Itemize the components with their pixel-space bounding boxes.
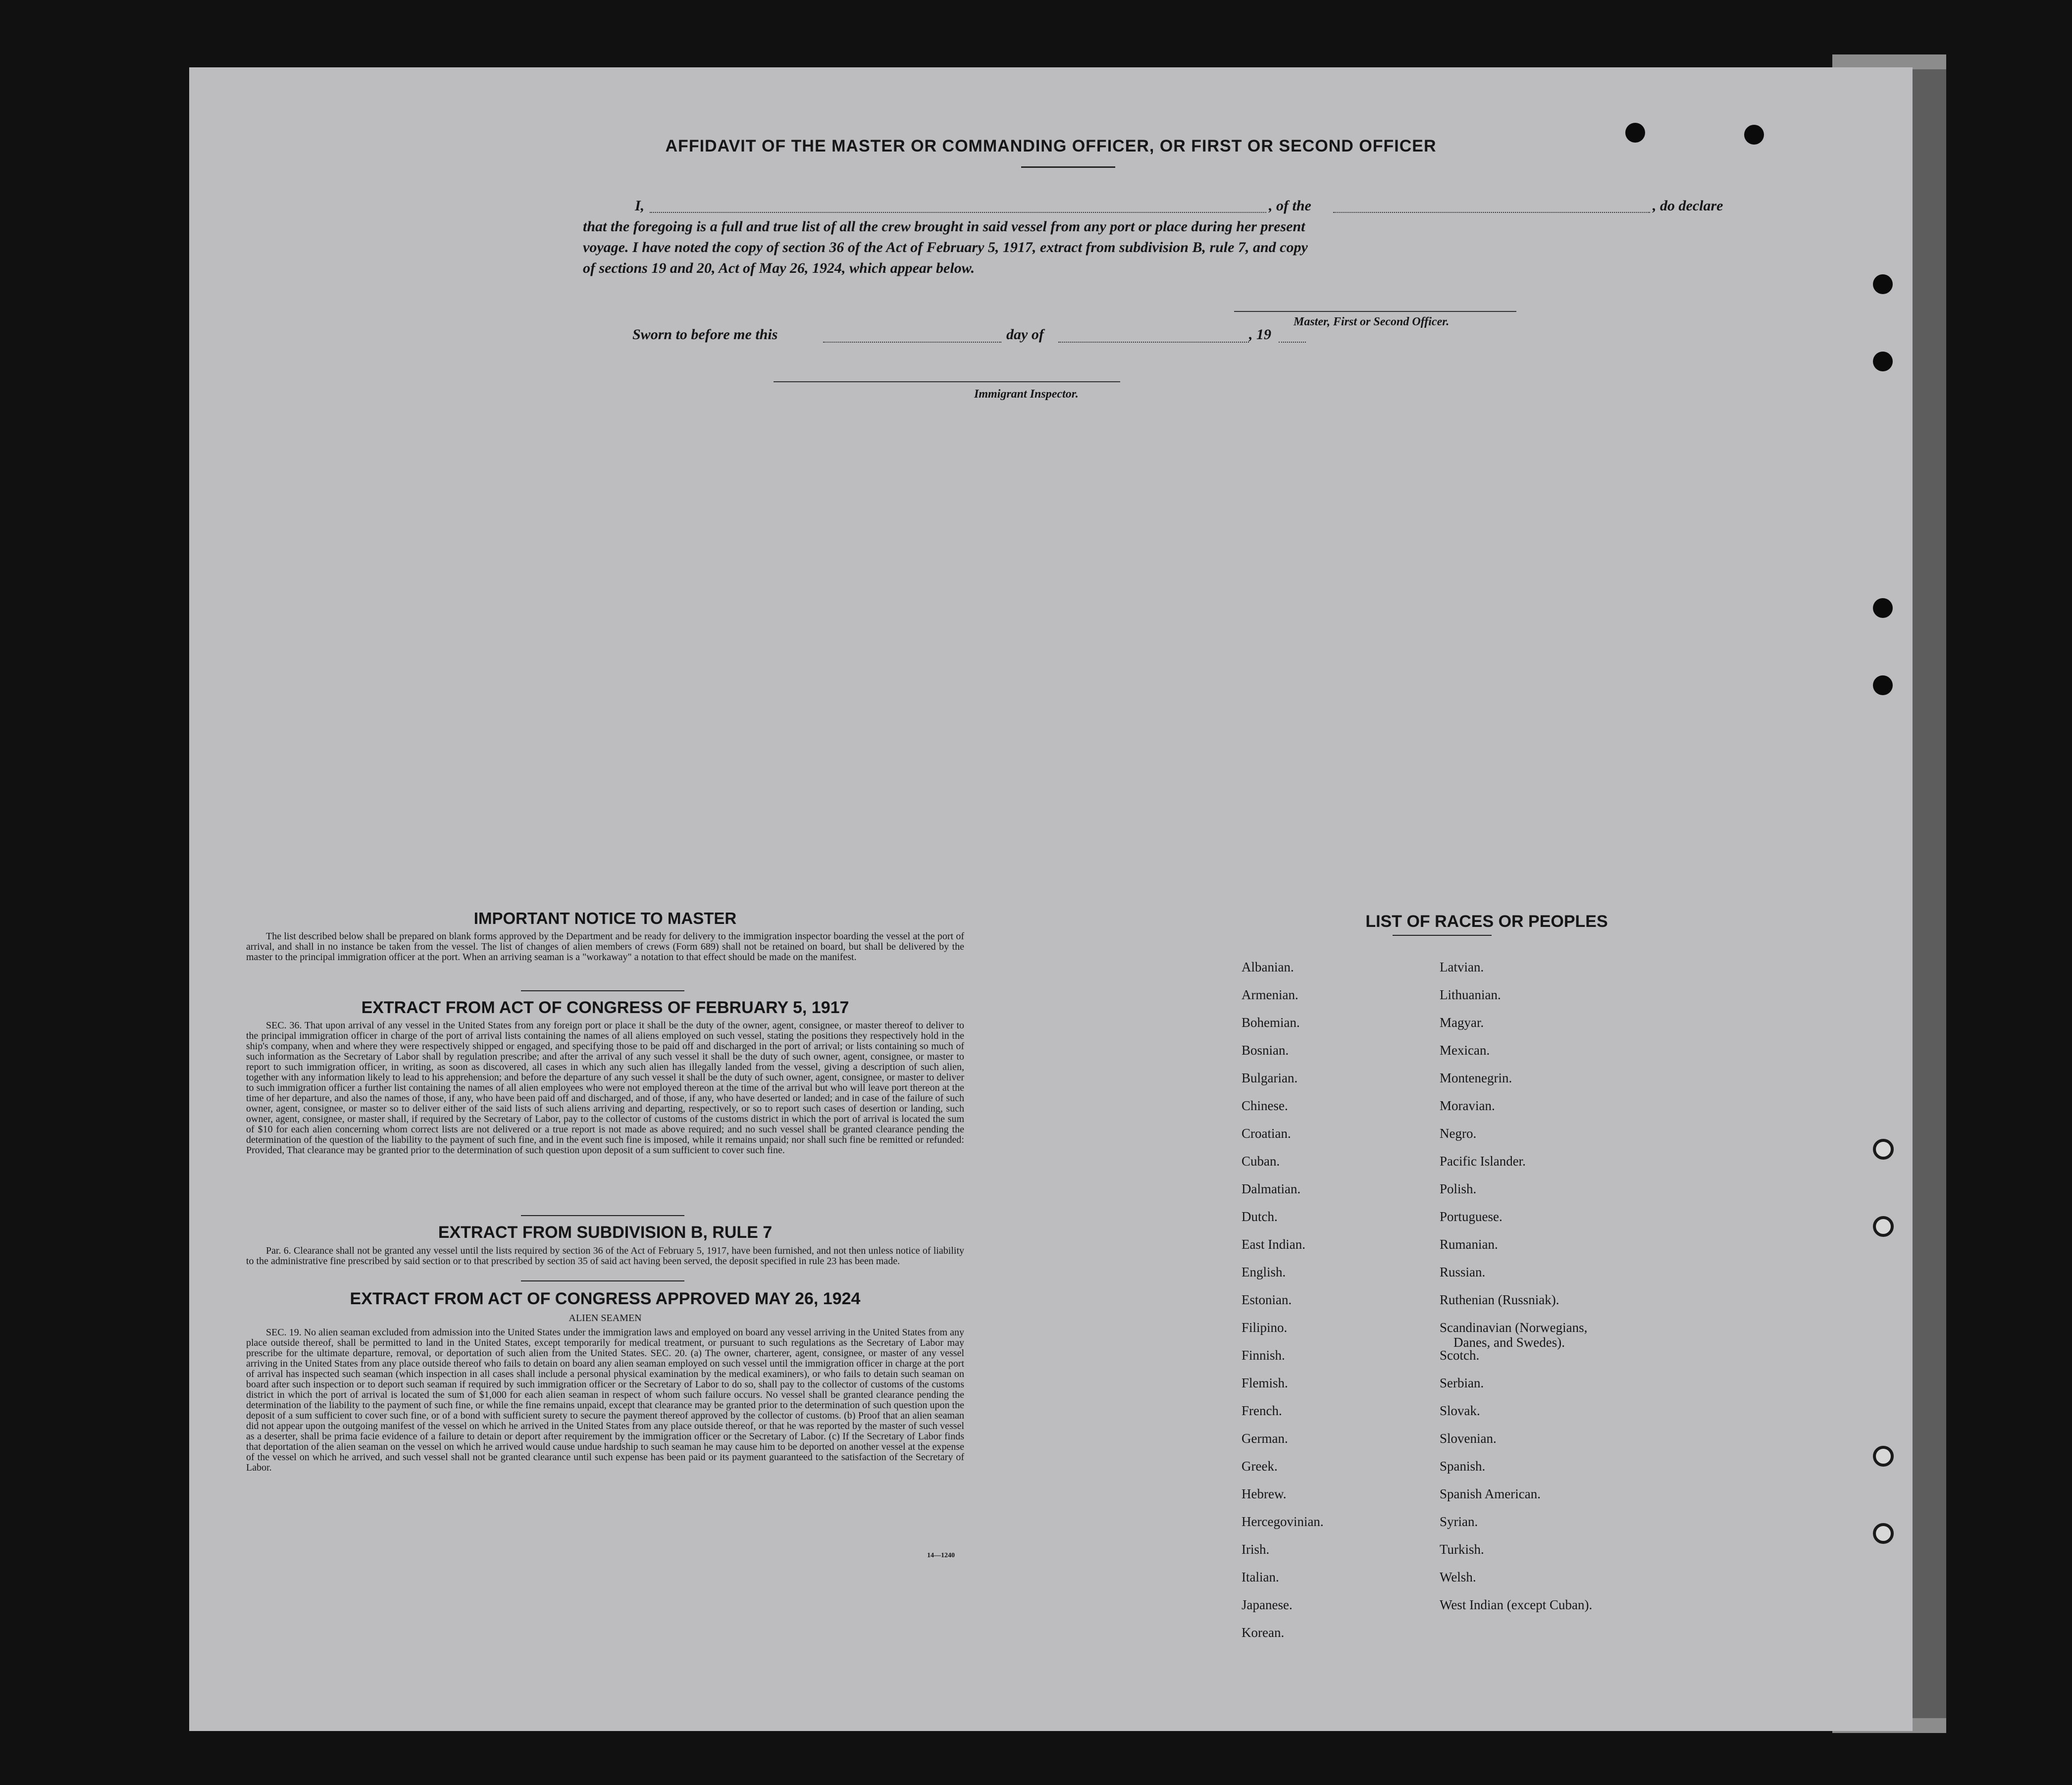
race-entry: English. [1242,1265,1286,1279]
title-underline [1021,166,1115,168]
year-label: , 19 [1249,326,1271,343]
sworn-month-field[interactable] [1058,341,1249,343]
day-of-label: day of [1006,326,1044,343]
punch-hole [1873,675,1893,695]
extract-1917-title: EXTRACT FROM ACT OF CONGRESS OF FEBRUARY 5, 1917 [361,998,849,1017]
race-entry: Spanish. [1440,1459,1486,1474]
race-entry: Syrian. [1440,1514,1478,1529]
race-entry: West Indian (except Cuban). [1440,1597,1593,1612]
bleed-through-area [858,414,1898,1305]
punch-hole [1873,1139,1894,1160]
race-entry: Welsh. [1440,1570,1476,1584]
race-entry: Lithuanian. [1440,987,1501,1002]
notice-text: The list described below shall be prepared on blank forms approved by the Department and be ready for delivery to the immigration inspector boarding the vessel at the port of arrival, and shall in no instance be taken from the vessel. The list of changes of alien members of crews (Form 689) shall not be retained on board, but shall be delivered by the master to the principal immigration officer at the port. When an arriving seaman is a "workaway" a notation to that effect should be made on the manifest. [246,931,964,963]
race-entry: Japanese. [1242,1597,1293,1612]
race-entry: Spanish American. [1440,1486,1541,1501]
affidavit-line-3: voyage. I have noted the copy of section 36 of the Act of February 5, 1917, extract from subdivision B, rule 7, and copy [583,239,1308,255]
divider [521,990,684,991]
document-page [189,67,1913,1731]
divider [521,1280,684,1281]
race-entry: French. [1242,1403,1282,1418]
race-entry: Slovenian. [1440,1431,1497,1446]
punch-hole [1873,1216,1894,1237]
races-title-underline [1393,935,1492,936]
race-entry: Magyar. [1440,1015,1484,1030]
rule-7-text: Par. 6. Clearance shall not be granted any vessel until the lists required by section 36 of the Act of February 5, 1917, have been furnished, and not then unless notice of liability to the administrative fine prescribed by said section or to that prescribed by section 35 of said act having been served, the deposit specified in rule 23 has been made. [246,1245,964,1267]
race-entry: Slovak. [1440,1403,1480,1418]
race-entry: Irish. [1242,1542,1270,1557]
race-entry: Bulgarian. [1242,1071,1298,1085]
race-entry: Ruthenian (Russniak). [1440,1292,1559,1307]
name-field[interactable] [650,211,1266,213]
race-entry: Dalmatian. [1242,1181,1301,1196]
race-entry: Scotch. [1440,1348,1480,1363]
back-sheet-shadow [1912,69,1946,1718]
extract-1924-title: EXTRACT FROM ACT OF CONGRESS APPROVED MAY 26, 1924 [350,1289,861,1308]
affidavit-title: AFFIDAVIT OF THE MASTER OR COMMANDING OFFICER, OR FIRST OR SECOND OFFICER [665,137,1437,155]
inspector-label: Immigrant Inspector. [974,388,1079,401]
race-entry: Latvian. [1440,960,1484,974]
punch-hole [1873,352,1893,371]
affidavit-i-label: I, [635,198,645,214]
race-entry: Russian. [1440,1265,1486,1279]
race-entry: Greek. [1242,1459,1278,1474]
punch-hole [1873,274,1893,294]
extract-1917-text: SEC. 36. That upon arrival of any vessel in the United States from any foreign port or place it shall be the duty of the owner, agent, consignee, or master thereof to deliver to the principal immigration officer in charge of the port of arrival lists containing the names of all aliens employed on such vessel, stating the positions they respectively hold in the ship's company, when and where they were respectively shipped or engaged, and specifying those to be paid off and discharged in the port of arrival; or lists containing so much of such information as the Secretary of Labor shall by regulation prescribe; and after the arrival of any such vessel it shall be the duty of such owner, agent, consignee, or master to report to such immigration officer, in writing, as soon as discovered, all cases in which any such alien has illegally landed from the vessel, giving a description of such alien, together with any information likely to lead to his apprehension; and before the departure of any such vessel it shall be the duty of such owner, agent, consignee, or master to deliver to such immigration officer a further list containing the names of all alien employees who were not employed thereon at the time of the arrival but who will leave port thereon at the time of her departure, and also the names of those, if any, who have been paid off and discharged, and of those, if any, who have deserted or landed; and in case of the failure of such owner, agent, consignee, or master so to deliver either of the said lists of such aliens arriving and departing, respectively, or so to report such cases of desertion or landing, such owner, agent, consignee, or master shall, if required by the Secretary of Labor, pay to the collector of customs of the customs district in which the port of arrival is located the sum of $10 for each alien concerning whom correct lists are not delivered or a true report is not made as above required; and no such vessel shall be granted clearance pending the determination of the question of the liability to the payment of such fine, and in the event such fine is imposed, while it remains unpaid; nor shall such fine be remitted or refunded: Provided, That clearance may be granted prior to the determination of such question upon deposit of a sum sufficient to cover such fine. [246,1020,964,1156]
affidavit-line-4: of sections 19 and 20, Act of May 26, 1924, which appear below. [583,260,975,276]
sworn-label: Sworn to before me this [632,326,778,343]
sworn-year-field[interactable] [1279,341,1306,343]
race-entry: Cuban. [1242,1154,1280,1169]
punch-hole [1873,1523,1894,1544]
race-entry: Moravian. [1440,1098,1495,1113]
form-number: 14—1240 [927,1552,955,1559]
race-entry: Bohemian. [1242,1015,1300,1030]
race-entry: Mexican. [1440,1043,1490,1058]
race-entry: Finnish. [1242,1348,1285,1363]
affidavit-of-the: , of the [1269,198,1311,214]
notice-title: IMPORTANT NOTICE TO MASTER [473,909,737,927]
extract-1924-text: SEC. 19. No alien seaman excluded from admission into the United States under the immigration laws and employed on board any vessel arriving in the United States from any place outside thereof, shall be permitted to land in the United States, except temporarily for medical treatment, or pursuant to such regulations as the Secretary of Labor may prescribe for the ultimate departure, removal, or deportation of such alien from the United States. SEC. 20. (a) The owner, charterer, agent, consignee, or master of any vessel arriving in the United States from any place outside thereof who fails to detain on board any alien seaman employed on such vessel until the immigration officer in charge at the port of arrival has inspected such seaman (which inspection in all cases shall include a personal physical examination by the medical examiners), or who fails to detain such seaman on board after such inspection or to deport such seaman if required by such immigration officer or the Secretary of Labor to do so, shall pay to the collector of customs of the customs district in which the port of arrival is located the sum of $1,000 for each alien seaman in respect of whom such failure occurs. No vessel shall be granted clearance pending the determination of the liability to the payment of such fine, or while the fine remains unpaid, except that clearance may be granted prior to the determination of such question upon the deposit of a sum sufficient to cover such fine, or of a bond with sufficient surety to secure the payment thereof approved by the collector of customs. (b) Proof that an alien seaman did not appear upon the outgoing manifest of the vessel on which he arrived in the United States from any place outside thereof, or that he was reported by the master of such vessel as a deserter, shall be prima facie evidence of a failure to detain or deport after requirement by the immigration officer or the Secretary of Labor. (c) If the Secretary of Labor finds that deportation of the alien seaman on the vessel on which he arrived would cause undue hardship to such seaman he may cause him to be deported on another vessel at the expense of the vessel on which he arrived, and such vessel shall not be granted clearance until such expense has been paid or its payment guaranteed to the satisfaction of the Secretary of Labor. [246,1327,964,1473]
race-entry: German. [1242,1431,1288,1446]
race-entry: Armenian. [1242,987,1298,1002]
punch-hole [1873,598,1893,618]
race-entry: Estonian. [1242,1292,1292,1307]
race-entry: Negro. [1440,1126,1477,1141]
race-entry: Bosnian. [1242,1043,1289,1058]
race-entry: Chinese. [1242,1098,1288,1113]
race-entry: Croatian. [1242,1126,1291,1141]
rule-7-title: EXTRACT FROM SUBDIVISION B, RULE 7 [438,1223,773,1242]
race-entry: Pacific Islander. [1440,1154,1526,1169]
punch-hole [1873,1446,1894,1467]
race-entry: Hebrew. [1242,1486,1287,1501]
race-entry: Albanian. [1242,960,1294,974]
race-entry: Portuguese. [1440,1209,1502,1224]
race-entry: Italian. [1242,1570,1279,1584]
race-entry: Polish. [1440,1181,1477,1196]
race-entry: Danes, and Swedes). [1453,1335,1565,1350]
inspector-signature-line[interactable] [774,380,1120,382]
sworn-day-field[interactable] [823,341,1001,343]
master-signature-label: Master, First or Second Officer. [1294,315,1450,328]
race-entry: Filipino. [1242,1320,1288,1335]
race-entry: Scandinavian (Norwegians, [1440,1320,1588,1335]
race-entry: Korean. [1242,1625,1285,1640]
affidavit-do-declare: , do declare [1653,198,1723,214]
race-entry: Montenegrin. [1440,1071,1512,1085]
race-entry: Turkish. [1440,1542,1484,1557]
race-entry: Hercegovinian. [1242,1514,1324,1529]
divider [521,1215,684,1216]
race-entry: Rumanian. [1440,1237,1498,1252]
alien-seamen-subtitle: ALIEN SEAMEN [569,1313,642,1324]
vessel-field[interactable] [1333,211,1650,213]
race-entry: Dutch. [1242,1209,1278,1224]
race-entry: Serbian. [1440,1376,1484,1390]
race-entry: Flemish. [1242,1376,1288,1390]
races-title: LIST OF RACES OR PEOPLES [1365,912,1608,931]
affidavit-line-2: that the foregoing is a full and true list of all the crew brought in said vessel from any port or place during her present [583,218,1305,235]
race-entry: East Indian. [1242,1237,1305,1252]
